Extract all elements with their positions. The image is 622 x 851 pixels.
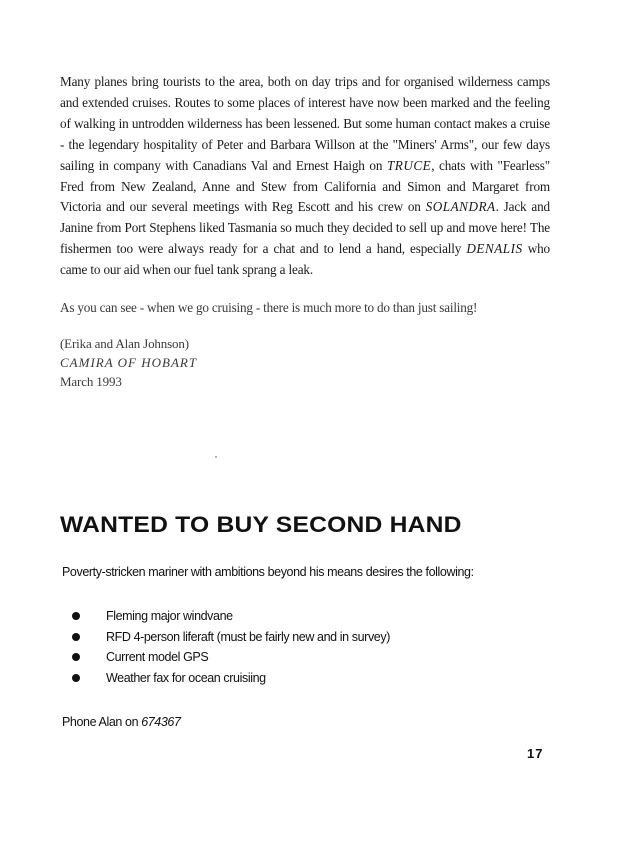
bullet-icon (72, 612, 80, 620)
bullet-icon (72, 633, 80, 641)
boat-name-solandra: SOLANDRA (425, 199, 496, 215)
cruise-article (60, 72, 550, 391)
boat-name-truce: TRUCE (386, 157, 432, 173)
signature-authors: (Erika and Alan Johnson) (60, 335, 189, 351)
boat-name-denalis: DENALIS (466, 241, 523, 257)
item-text: RFD 4-person liferaft (must be fairly new and in survey) (106, 629, 390, 644)
paragraph-text: who came to our aid when our fuel tank sprang a leak. (60, 241, 550, 278)
signature-boat: CAMIRA OF HOBART (60, 354, 198, 370)
list-item (72, 606, 390, 627)
list-item (72, 668, 390, 689)
item-text: Fleming major windvane (106, 609, 233, 623)
paragraph-text: , chats with "Fearless" Fred from New Zealand, Anne and Stew from California and Simon and Margaret from Victoria and our several meetings with Reg Escott and his crew on (60, 157, 550, 215)
phone-number: 674367 (141, 715, 181, 729)
list-item (72, 647, 390, 668)
article-paragraph (60, 72, 550, 281)
list-item (72, 627, 390, 648)
page-number: 17 (527, 746, 544, 761)
paragraph-text: Many planes bring tourists to the area, both on day trips and for organised wilderness camps and extended cruises. Routes to some places of interest have now been marked and the feeling of walking in untrodden wilderness has been lessened. But some human contact makes a cruise - the legendary hospitality of Peter and Barbara Willson at the "Miners' Arms", our few days sailing in company with Canadians Val and Ernest Haigh on (60, 74, 550, 173)
paragraph-text: . Jack and Janine from Port Stephens liked Tasmania so much they decided to sell up and move here! The fishermen too were always ready for a chat and to lend a hand, especially (60, 199, 550, 257)
wanted-intro: Poverty-stricken mariner with ambitions beyond his means desires the following: (62, 565, 474, 579)
closing-line: As you can see - when we go cruising - there is much more to do than just sailing! (60, 300, 478, 316)
item-text: Current model GPS (106, 650, 209, 664)
scan-speck (215, 456, 217, 458)
bullet-icon (72, 674, 80, 682)
article-signature (60, 334, 550, 391)
wanted-list (72, 606, 390, 688)
phone-prefix: Phone Alan on (62, 715, 142, 729)
bullet-icon (72, 653, 80, 661)
signature-date: March 1993 (60, 373, 122, 389)
wanted-heading: WANTED TO BUY SECOND HAND (60, 512, 462, 537)
contact-line (62, 715, 181, 729)
item-text: Weather fax for ocean cruisiing (106, 670, 266, 685)
